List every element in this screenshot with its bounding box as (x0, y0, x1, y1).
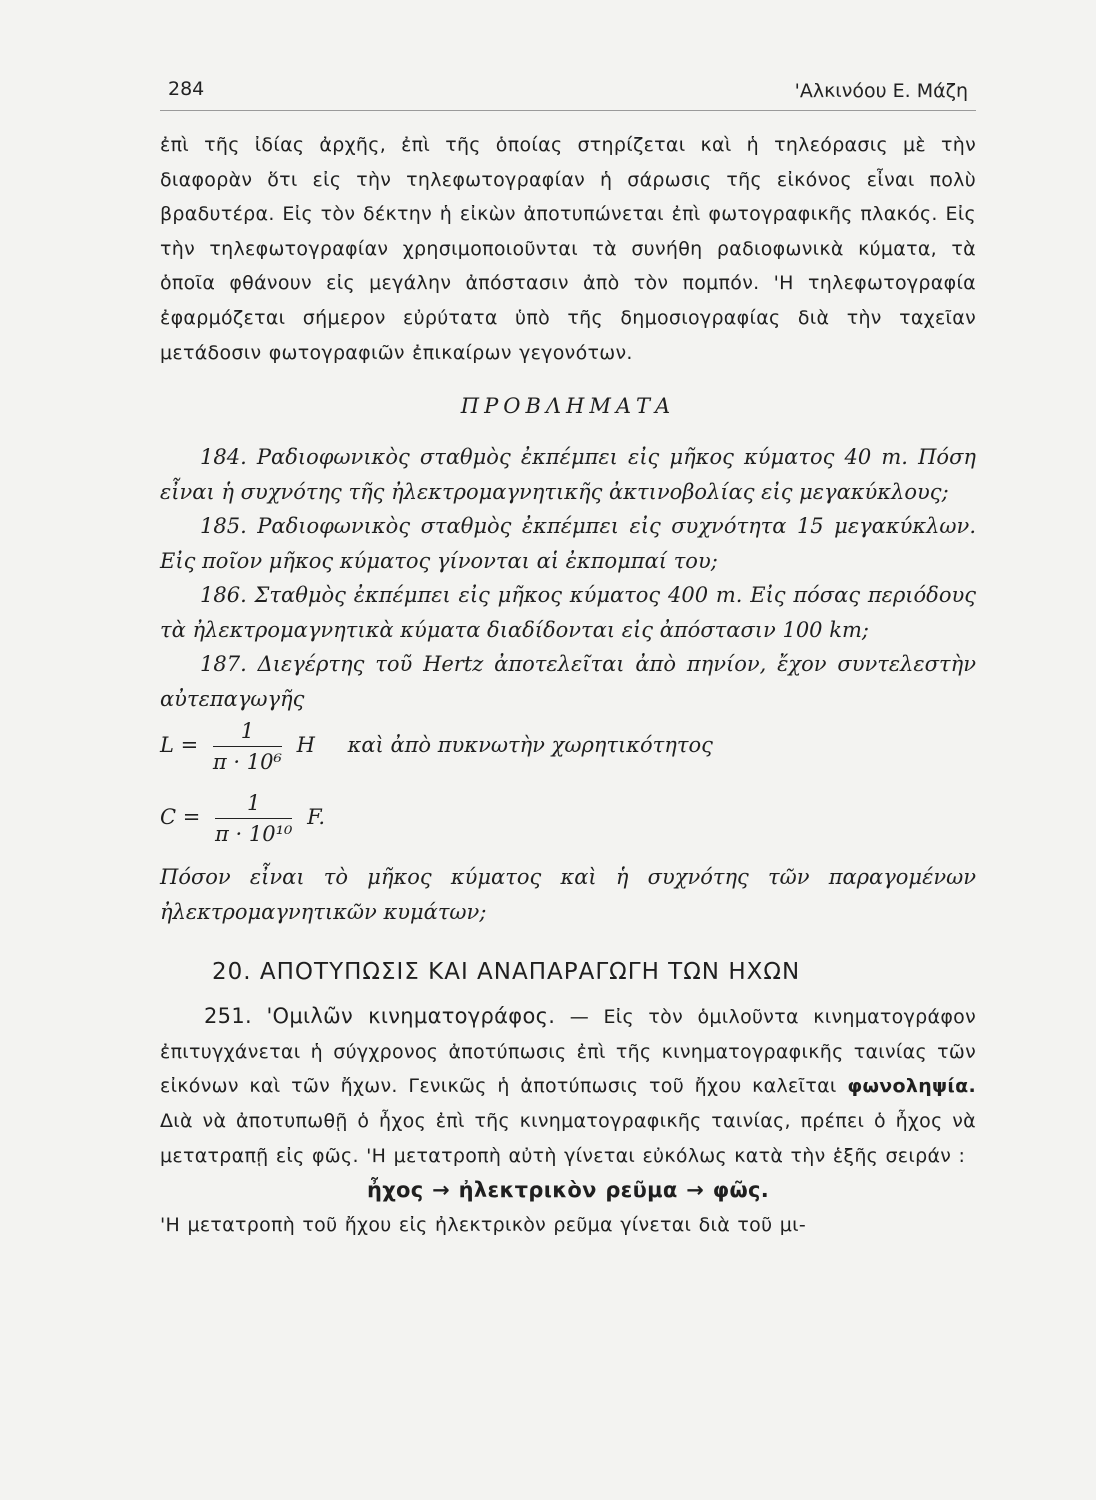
problems-list (160, 440, 976, 929)
inductance-unit: H (296, 733, 315, 758)
last-line: 'Η μετατροπὴ τοῦ ἤχου εἰς ἠλεκτρικὸν ρεῦμα γίνεται διὰ τοῦ μι- (160, 1213, 806, 1236)
capacitance-fraction (215, 788, 292, 849)
section-title: 20. ΑΠΟΤΥΠΩΣΙΣ ΚΑΙ ΑΝΑΠΑΡΑΓΩΓΗ ΤΩΝ ΗΧΩΝ (212, 959, 801, 986)
problem-187-intro: 187. Διεγέρτης τοῦ Hertz ἀποτελεῖται ἀπὸ πηνίον, ἔχον συντελεστὴν αὐτεπαγωγῆς (160, 652, 976, 711)
problem-185: 185. Ραδιοφωνικὸς σταθμὸς ἐκπέμπει εἰς συχνότητα 15 μεγακύκλων. Εἰς ποῖον μῆκος κύματος γίνονται αἱ ἐκπομπαί του; (160, 514, 976, 573)
capacitance-denominator: π · 10¹⁰ (215, 822, 293, 847)
page-number: 284 (168, 78, 205, 100)
inductance-fraction (213, 716, 282, 777)
problem-187-question: Πόσον εἶναι τὸ μῆκος κύματος καὶ ἡ συχνότης τῶν παραγομένων ἠλεκτρομαγνητικῶν κυμάτων; (160, 865, 976, 924)
para-text-1: — Εἰς τὸν ὁμιλοῦντα κινηματογράφον ἐπιτυγχάνεται ἡ σύγχρονος ἀποτύπωσις ἐπὶ τῆς κινηματογραφικῆς ταινίας τῶν εἰκόνων καὶ τῶν ἤχων. Γενικῶς ἡ ἀποτύπωσις τοῦ ἤχου καλεῖται (160, 1006, 977, 1098)
inductance-denominator: π · 10⁶ (212, 750, 282, 775)
bold-term: φωνοληψία. (847, 1075, 976, 1098)
running-head: 'Αλκινόου Ε. Μάζη (794, 80, 968, 102)
inductance-lhs: L = (160, 733, 199, 758)
capacitance-lhs: C = (160, 805, 201, 830)
problems-heading: ΠΡΟΒΛΗΜΑΤΑ (460, 394, 676, 419)
conversion-chain: ἦχος → ἠλεκτρικὸν ρεῦμα → φῶς. (366, 1178, 770, 1203)
inductance-formula (160, 716, 976, 788)
intro-text: ἐπὶ τῆς ἰδίας ἀρχῆς, ἐπὶ τῆς ὁποίας στηρίζεται καὶ ἡ τηλεόρασις μὲ τὴν διαφορὰν ὅτι εἰς τὴν τηλεφωτογραφίαν ἡ σάρωσις τῆς εἰκόνος εἶναι πολὺ βραδυτέρα. Εἰς τὸν δέκτην ἡ εἰκὼν ἀποτυπώνεται ἐπὶ φωτογραφικῆς πλακός. Εἰς τὴν τηλεφωτογραφίαν χρησιμοποιοῦνται τὰ συνήθη ραδιοφωνικὰ κύματα, τὰ ὁποῖα φθάνουν εἰς μεγάλην ἀπόστασιν ἀπὸ τὸν πομπόν. 'Η τηλεφωτογραφία ἐφαρμόζεται σήμερον εὐρύτατα ὑπὸ τῆς δημοσιογραφίας διὰ τὴν ταχεῖαν μετάδοσιν φωτογραφιῶν ἐπικαίρων γεγονότων. (160, 134, 976, 364)
intro-paragraph (160, 128, 976, 370)
capacitance-formula (160, 788, 976, 860)
para-text-2: Διὰ νὰ ἀποτυπωθῇ ὁ ἦχος ἐπὶ τῆς κινηματογραφικῆς ταινίας, πρέπει ὁ ἦχος νὰ μετατραπῇ εἰς φῶς. 'Η μετατροπὴ αὐτὴ γίνεται εὐκόλως κατὰ τὴν ἑξῆς σειράν : (160, 1109, 976, 1167)
problem-184: 184. Ραδιοφωνικὸς σταθμὸς ἐκπέμπει εἰς μῆκος κύματος 40 m. Πόση εἶναι ἡ συχνότης τῆς ἠλεκτρομαγνητικῆς ἀκτινοβολίας εἰς μεγακύκλους; (160, 445, 976, 504)
capacitor-intro: καὶ ἀπὸ πυκνωτὴν χωρητικότητος (347, 733, 713, 758)
para-title: 'Ομιλῶν κινηματογράφος. (266, 1004, 556, 1029)
page-header (160, 74, 976, 111)
inductance-numerator: 1 (213, 716, 282, 747)
problem-186: 186. Σταθμὸς ἐκπέμπει εἰς μῆκος κύματος 400 m. Εἰς πόσας περιόδους τὰ ἠλεκτρομαγνητικὰ κύματα διαδίδονται εἰς ἀπόστασιν 100 km; (160, 583, 976, 642)
para-number: 251. (204, 1004, 252, 1029)
capacitance-numerator: 1 (215, 788, 292, 819)
capacitance-unit: F. (307, 805, 326, 830)
page-body (160, 128, 976, 1242)
section-paragraph (160, 999, 976, 1242)
